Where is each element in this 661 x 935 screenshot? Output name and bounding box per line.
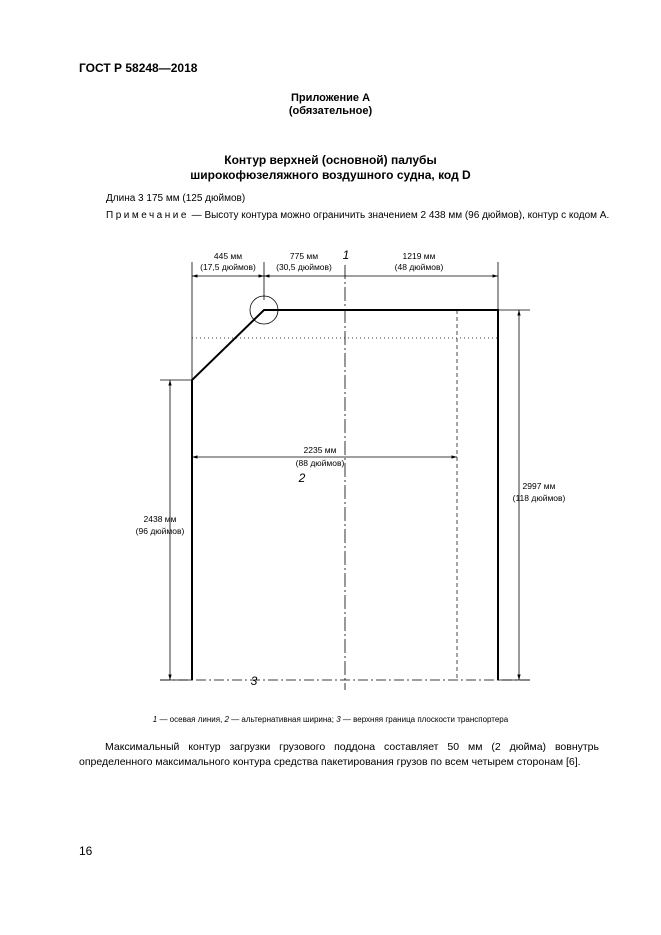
appendix-title: Приложение А: [290, 92, 371, 104]
dim-445-value: 445 мм: [213, 251, 243, 261]
legend-text-3: — верхняя граница плоскости транспортера: [340, 715, 509, 724]
dim-775-value: 775 мм: [289, 251, 319, 261]
dim-2438-inches: (96 дюймов): [135, 526, 185, 536]
legend-number-2: 2: [224, 715, 229, 724]
page-number: 16: [79, 844, 93, 858]
dim-1219-value: 1219 мм: [402, 251, 436, 261]
marker-1: 1: [342, 248, 350, 262]
marker-2: 2: [298, 471, 306, 485]
dim-2235-inches: (88 дюймов): [295, 458, 345, 468]
legend-text-1: — осевая линия,: [157, 715, 225, 724]
dimension-lines: [170, 276, 519, 680]
appendix-status: (обязательное): [288, 105, 373, 117]
legend-number-3: 3: [336, 715, 341, 724]
dim-445-inches: (17,5 дюймов): [200, 262, 256, 272]
note-label: Примечание: [106, 210, 189, 221]
dim-775-inches: (30,5 дюймов): [276, 262, 332, 272]
legend-text-2: — альтернативная ширина;: [228, 715, 337, 724]
note-text: Высоту контура можно ограничить значением 2 438 мм (96 дюймов), контур с кодом A.: [204, 210, 610, 221]
dim-2438-value: 2438 мм: [143, 514, 177, 524]
length-text: Длина 3 175 мм (125 дюймов): [106, 193, 246, 204]
legend-number-1: 1: [152, 715, 158, 724]
dim-2235-value: 2235 мм: [303, 445, 337, 455]
dim-1219-inches: (48 дюймов): [394, 262, 444, 272]
section-title-line-2: широкофюзеляжного воздушного судна, код D: [190, 168, 471, 182]
marker-3: 3: [250, 674, 258, 688]
note-dash: —: [188, 210, 205, 221]
section-title-line-1: Контур верхней (основной) палубы: [224, 153, 437, 167]
standard-designation: ГОСТ Р 58248—2018: [79, 61, 198, 75]
figure-legend: [0, 715, 661, 724]
dim-2997-inches: (118 дюймов): [512, 493, 566, 503]
body-paragraph: Максимальный контур загрузки грузового поддона составляет 50 мм (2 дюйма) вовнутрь определенного максимального контура средства пакетирования грузов по всем четырем сторонам [6].: [79, 741, 599, 768]
dim-2997-value: 2997 мм: [522, 481, 556, 491]
